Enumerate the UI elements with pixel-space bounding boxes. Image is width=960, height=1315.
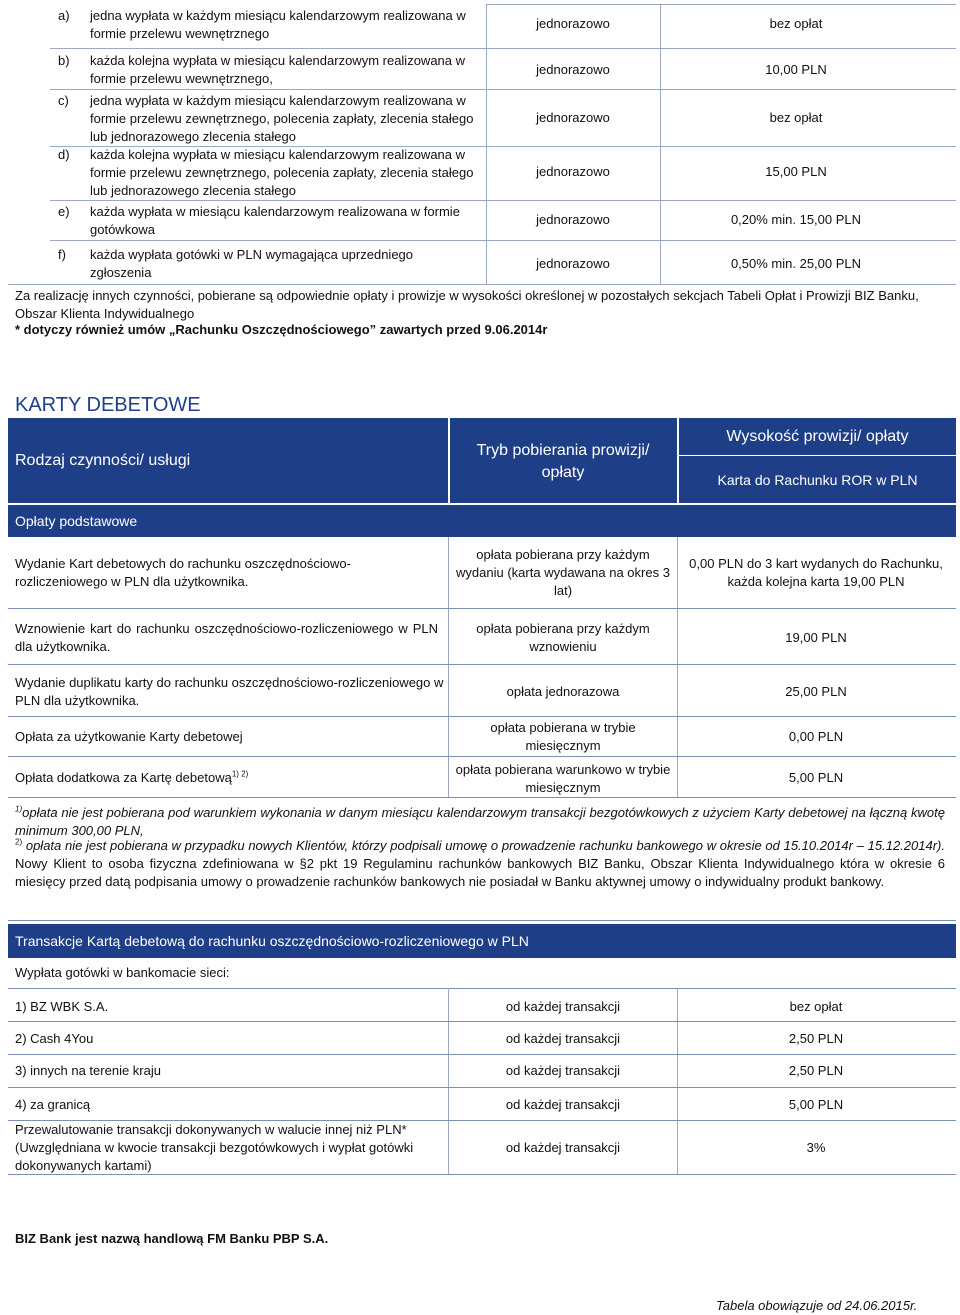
card-row-fee: 25,00 PLN	[785, 684, 847, 699]
transaction-desc: 1) BZ WBK S.A.	[15, 999, 109, 1014]
row-border	[8, 716, 956, 717]
row-letter: d)	[58, 147, 70, 162]
row-border	[8, 1087, 956, 1088]
row-border	[8, 797, 956, 798]
row-fee: bez opłat	[769, 16, 823, 31]
row-mode: jednorazowo	[536, 16, 610, 31]
column-divider	[677, 988, 678, 1174]
transaction-desc: 4) za granicą	[15, 1097, 91, 1112]
row-letter: b)	[58, 53, 70, 68]
basic-fees-label: Opłaty podstawowe	[15, 513, 138, 529]
card-row-mode: opłata pobierana warunkowo w trybie miesięcznym	[455, 762, 671, 795]
validity-note: Tabela obowiązuje od 24.06.2015r.	[716, 1298, 918, 1313]
card-row-fee: 19,00 PLN	[785, 630, 847, 645]
row-fee: 0,20% min. 15,00 PLN	[730, 212, 862, 227]
row-fee: 15,00 PLN	[765, 164, 827, 179]
row-description: każda wypłata w miesiącu kalendarzowym realizowana w formie gotówkowa	[90, 204, 460, 237]
header-col-card: Karta do Rachunku ROR w PLN	[717, 472, 918, 488]
row-border	[8, 1174, 956, 1175]
row-mode: jednorazowo	[536, 212, 610, 227]
row-fee: 0,50% min. 25,00 PLN	[730, 256, 862, 271]
column-divider	[448, 537, 449, 797]
row-description: jedna wypłata w każdym miesiącu kalendarzowym realizowana w formie przelewu zewnętrznego, polecenia zapłaty, zlecenia stałego lub jednorazowego zlecenia stałego	[90, 93, 474, 144]
card-row-desc: Opłata za użytkowanie Karty debetowej	[15, 729, 243, 744]
row-border	[8, 1054, 956, 1055]
transactions-title: Transakcje Kartą debetową do rachunku oszczędnościowo-rozliczeniowego w PLN	[15, 933, 529, 949]
row-letter: c)	[58, 93, 69, 108]
atm-subheading: Wypłata gotówki w bankomacie sieci:	[15, 965, 230, 980]
row-letter: a)	[58, 8, 70, 23]
transaction-mode: od każdej transakcji	[505, 1097, 621, 1112]
transaction-mode: od każdej transakcji	[505, 1140, 621, 1155]
row-border	[8, 664, 956, 665]
row-description: jedna wypłata w każdym miesiącu kalendarzowym realizowana w formie przelewu wewnętrznego	[90, 8, 466, 41]
footnote-1: $^{1)}$opłata nie jest pobierana pod warunkiem wykonania w danym miesiącu kalendarzowym transakcji bezgotówkowych z użyciem Karty debetowej na łączną kwotę minimum 300,00 PLN,	[15, 804, 945, 838]
transaction-desc: 2) Cash 4You	[15, 1031, 94, 1046]
header-divider	[448, 418, 450, 503]
row-border	[8, 608, 956, 609]
card-row-desc: Wydanie Kart debetowych do rachunku oszczędnościowo-rozliczeniowego w PLN dla użytkownika.	[15, 556, 351, 589]
row-description: każda kolejna wypłata w miesiącu kalendarzowym realizowana w formie przelewu zewnętrznego, polecenia zapłaty, zlecenia stałego lub jednorazowego zlecenia stałego	[90, 147, 474, 198]
transaction-fee: 2,50 PLN	[788, 1031, 844, 1046]
basic-fees-band	[8, 505, 956, 537]
card-row-desc: Wydanie duplikatu karty do rachunku oszczędnościowo-rozliczeniowego w PLN dla użytkownika.	[15, 675, 444, 708]
brand-note: BIZ Bank jest nazwą handlową FM Banku PBP S.A.	[15, 1231, 329, 1246]
transaction-mode: od każdej transakcji	[505, 999, 621, 1014]
legacy-accounts-note: * dotyczy również umów „Rachunku Oszczędnościowego” zawartych przed 9.06.2014r	[15, 322, 548, 337]
row-border	[8, 1021, 956, 1022]
row-description: każda kolejna wypłata w miesiącu kalendarzowym realizowana w formie przelewu wewnętrznego,	[90, 53, 466, 86]
transaction-desc: 3) innych na terenie kraju	[15, 1063, 161, 1078]
row-border	[50, 89, 956, 90]
footnote-2: $^{2)}$ opłata nie jest pobierana w przypadku nowych Klientów, którzy podpisali umowę o prowadzenie rachunku bankowego w okresie od 15.10.2014r – 15.12.2014r). Nowy Klient to osoba fizyczna zdefiniowana w §2 pkt 19 Regulaminu rachunków bankowych BIZ Banku, Obszar Klienta Indywidualnego która w okresie 6 miesięcy przed datą podpisania umowy o prowadzenie rachunków bankowych nie posiadał w Banku aktywnej umowy o indywidualny produkt bankowy.	[15, 837, 945, 889]
column-divider	[660, 4, 661, 284]
transaction-fee: 3%	[806, 1140, 826, 1155]
section-title: KARTY DEBETOWE	[15, 394, 201, 416]
card-row-desc: Opłata dodatkowa za Kartę debetową$^{1) 2)}$	[15, 769, 249, 785]
row-mode: jednorazowo	[536, 110, 610, 125]
fees-note: Za realizację innych czynności, pobierane są odpowiednie opłaty i prowizje w wysokości określonej w pozostałych sekcjach Tabeli Opłat i Prowizji BIZ Banku, Obszar Klienta Indywidualnego	[15, 288, 919, 321]
column-divider	[448, 988, 449, 1174]
row-border	[8, 756, 956, 757]
section-border	[8, 920, 956, 921]
row-border	[50, 200, 956, 201]
card-row-mode: opłata jednorazowa	[506, 684, 620, 699]
row-fee: bez opłat	[769, 110, 823, 125]
row-border	[50, 48, 956, 49]
column-divider	[486, 4, 487, 284]
header-divider	[679, 455, 956, 456]
transaction-fee: bez opłat	[789, 999, 843, 1014]
row-letter: f)	[58, 247, 66, 262]
card-row-fee: 0,00 PLN do 3 kart wydanych do Rachunku, każda kolejna karta 19,00 PLN	[689, 556, 943, 589]
card-row-fee: 0,00 PLN	[788, 729, 844, 744]
card-row-mode: opłata pobierana przy każdym wydaniu (karta wydawana na okres 3 lat)	[456, 547, 670, 598]
header-col-fee: Wysokość prowizji/ opłaty	[726, 428, 909, 445]
row-border	[50, 240, 956, 241]
card-row-mode: opłata pobierana przy każdym wznowieniu	[476, 621, 650, 654]
transaction-fee: 2,50 PLN	[788, 1063, 844, 1078]
row-border	[8, 284, 956, 285]
transaction-desc: Przewalutowanie transakcji dokonywanych w walucie innej niż PLN* (Uwzględniana w kwocie transakcji bezgotówkowych i wypłat gotówki dokonywanych kartami)	[15, 1122, 414, 1173]
row-letter: e)	[58, 204, 70, 219]
table-top-border	[486, 4, 956, 5]
transaction-mode: od każdej transakcji	[505, 1063, 621, 1078]
row-fee: 10,00 PLN	[765, 62, 827, 77]
column-divider	[677, 537, 678, 797]
row-border	[8, 988, 956, 989]
row-mode: jednorazowo	[536, 256, 610, 271]
row-mode: jednorazowo	[536, 164, 610, 179]
card-row-fee: 5,00 PLN	[788, 770, 844, 785]
header-col-mode: Tryb pobierania prowizji/ opłaty	[476, 442, 650, 481]
card-row-desc: Wznowienie kart do rachunku oszczędnościowo-rozliczeniowego w PLN dla użytkownika.	[15, 621, 438, 654]
row-description: każda wypłata gotówki w PLN wymagająca uprzedniego zgłoszenia	[90, 247, 414, 280]
card-row-mode: opłata pobierana w trybie miesięcznym	[490, 720, 636, 753]
header-col-activity: Rodzaj czynności/ usługi	[15, 452, 191, 469]
transaction-fee: 5,00 PLN	[788, 1097, 844, 1112]
row-mode: jednorazowo	[536, 62, 610, 77]
transaction-mode: od każdej transakcji	[505, 1031, 621, 1046]
